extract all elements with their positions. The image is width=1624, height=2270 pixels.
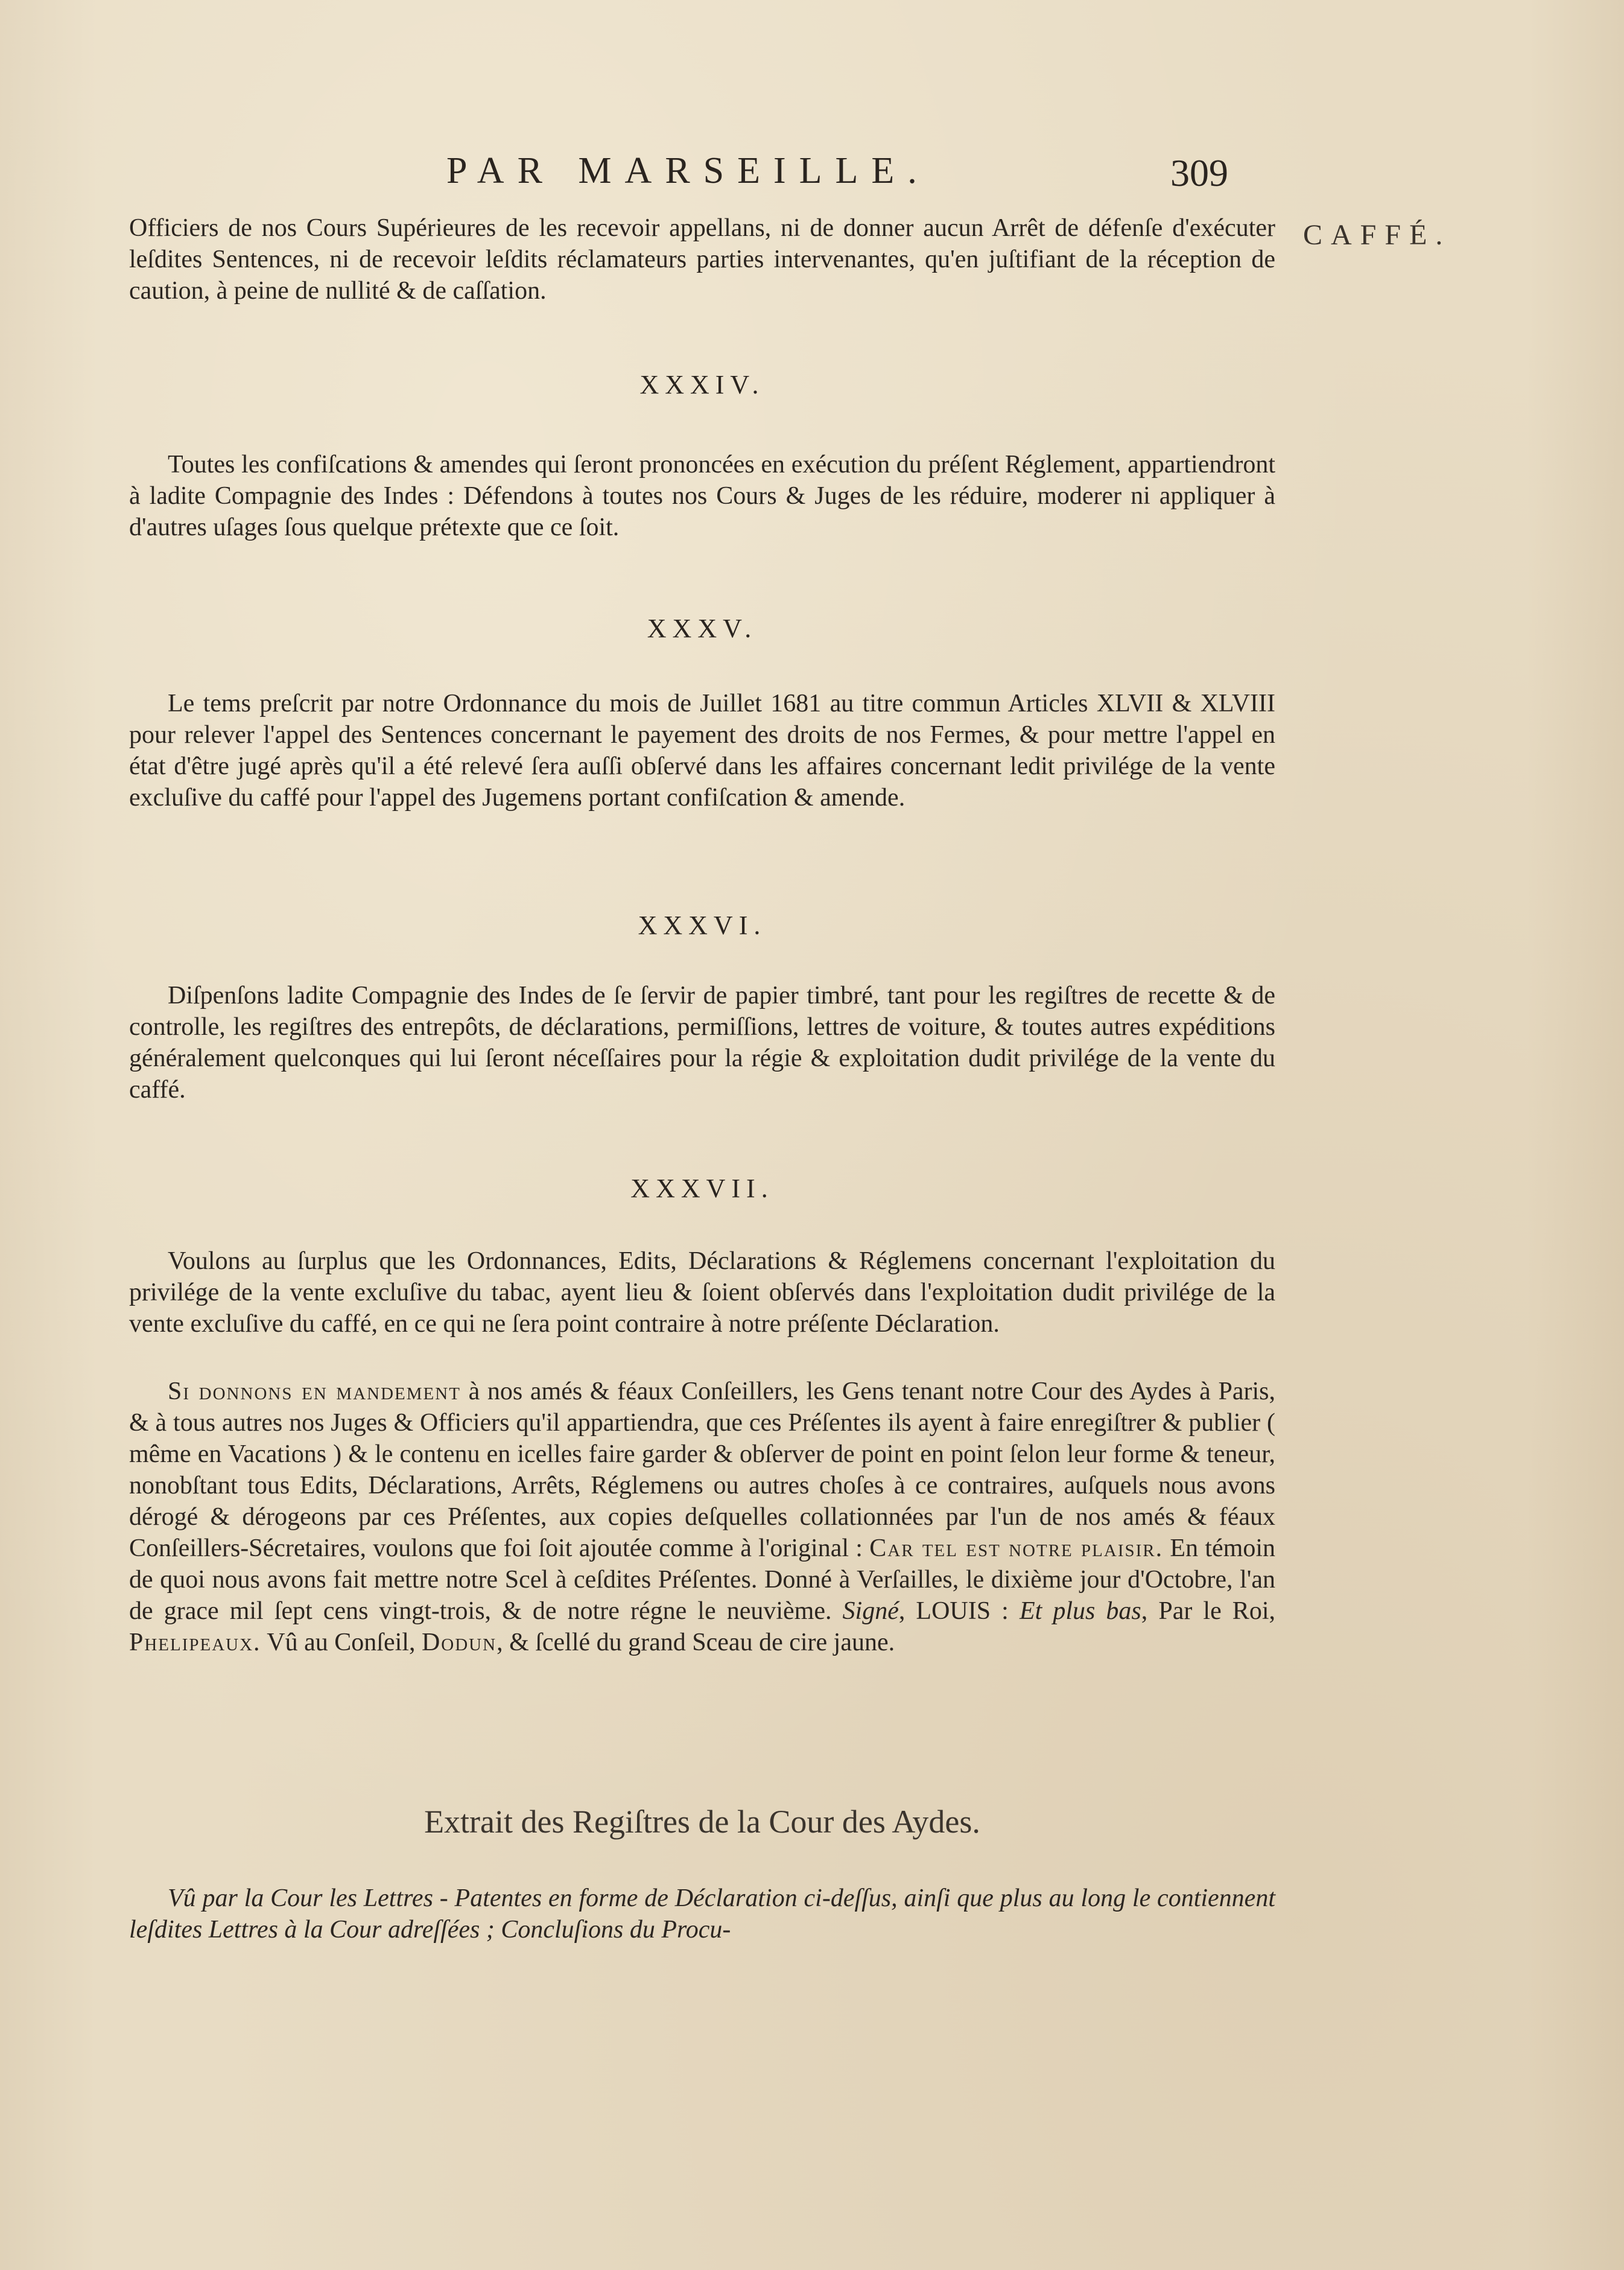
mandement-text-6: , & ſcellé du grand Sceau de cire jaune. <box>496 1629 895 1656</box>
article-35-body <box>129 688 1275 813</box>
mandement-text-2: En témoin de quoi nous avons fait mettre notre Scel à ceſdites Préſentes. Donné à Verſailles, le dixième jour d'Octobre, l'an de grace mil ſept cens vingt-trois, & de notre régne le neuvième. <box>129 1534 1275 1625</box>
article-paragraph: Diſpenſons ladite Compagnie des Indes de ſe ſervir de papier timbré, tant pour les regiſtres de recette & de controlle, les regiſtres des entrepôts, de déclarations, permiſſions, lettres de voiture, & toutes autres expéditions généralement quelconques qui lui ſeront néceſſaires pour la régie & exploitation dudit privilége de la vente du caffé. <box>129 982 1275 1104</box>
mandement-text-3: , LOUIS : <box>898 1597 1020 1625</box>
mandement-text-1: à nos amés & féaux Conſeillers, les Gens tenant notre Cour des Aydes à Paris, & à tous autres nos Juges & Officiers qu'il appartiendra, que ces Préſentes ils ayent à faire enregiſtrer & publier ( même en Vacations ) & le contenu en icelles faire garder & obſerver de point en point ſelon leur forme & teneur, nonobſtant tous Edits, Déclarations, Arrêts, Réglemens ou autres choſes à ce contraires, auſquels nous avons dérogé & dérogeons par ces Préſentes, aux copies deſquelles collationnées par l'un de nos amés & féaux Conſeillers-Sécretaires, voulons que foi ſoit ajoutée comme à l'original : <box>129 1378 1275 1562</box>
mandement-formula: Car tel est notre plaisir. <box>869 1534 1164 1562</box>
article-heading: XXXVI. <box>638 911 767 940</box>
page-number: 309 <box>1170 151 1228 194</box>
article-37 <box>129 1173 1275 1204</box>
article-heading: XXXV. <box>647 614 758 643</box>
extrait-heading: Extrait des Regiſtres de la Cour des Aydes. <box>424 1804 980 1840</box>
mandement-block <box>129 1376 1275 1658</box>
mandement-text-5: Vû au Conſeil, <box>261 1629 422 1656</box>
article-paragraph: Voulons au ſurplus que les Ordonnances, Edits, Déclarations & Réglemens concernant l'exploitation du privilége de la vente excluſive du tabac, ayent lieu & ſoient obſervés dans l'exploitation dudit privilége de la vente excluſive du caffé, en ce qui ne ſera point contraire à notre préſente Déclaration. <box>129 1247 1275 1338</box>
extrait-paragraph: Vû par la Cour les Lettres - Patentes en forme de Déclaration ci-deſſus, ainſi que plus au long le contiennent leſdites Lettres à la Cour adreſſées ; Concluſions du Procu- <box>129 1884 1275 1944</box>
intro-paragraph-block <box>129 212 1275 307</box>
mandement-dodun: Dodun <box>421 1629 497 1656</box>
mandement-phelipeaux: Phelipeaux. <box>129 1629 261 1656</box>
running-head: PAR MARSEILLE. <box>446 150 930 191</box>
article-paragraph: Toutes les confiſcations & amendes qui ſeront prononcées en exécution du préſent Réglement, appartiendront à ladite Compagnie des Indes : Défendons à toutes nos Cours & Juges de les réduire, moderer ni appliquer à d'autres uſages ſous quelque prétexte que ce ſoit. <box>129 451 1275 541</box>
article-heading: XXXVII. <box>630 1174 774 1203</box>
article-36-body <box>129 980 1275 1105</box>
article-36 <box>129 910 1275 941</box>
article-34-body <box>129 449 1275 543</box>
mandement-paragraph <box>129 1376 1275 1658</box>
mandement-lead: Si donnons en mandement <box>168 1378 461 1405</box>
mandement-text-4: , Par le Roi, <box>1141 1597 1275 1625</box>
mandement-signe: Signé <box>842 1597 899 1625</box>
intro-paragraph: Officiers de nos Cours Supérieures de les recevoir appellans, ni de donner aucun Arrêt de défenſe d'exécuter leſdites Sentences, ni de recevoir leſdits réclamateurs parties intervenantes, qu'en juſtifiant de la réception de caution, à peine de nullité & de caſſation. <box>129 214 1275 305</box>
article-paragraph: Le tems preſcrit par notre Ordonnance du mois de Juillet 1681 au titre commun Articles XLVII & XLVIII pour relever l'appel des Sentences concernant le payement des droits de nos Fermes, & pour mettre l'appel en état d'être jugé après qu'il a été relevé ſera auſſi obſervé dans les affaires concernant ledit privilége de la vente excluſive du caffé pour l'appel des Jugemens portant confiſcation & amende. <box>129 690 1275 812</box>
article-35 <box>129 613 1275 644</box>
article-heading: XXXIV. <box>639 370 765 399</box>
margin-note: CAFFÉ. <box>1303 219 1451 251</box>
article-34 <box>129 369 1275 400</box>
extrait-heading-block <box>129 1803 1275 1840</box>
extrait-block <box>129 1883 1275 1945</box>
mandement-et-plus-bas: Et plus bas <box>1019 1597 1141 1625</box>
article-37-body <box>129 1245 1275 1340</box>
